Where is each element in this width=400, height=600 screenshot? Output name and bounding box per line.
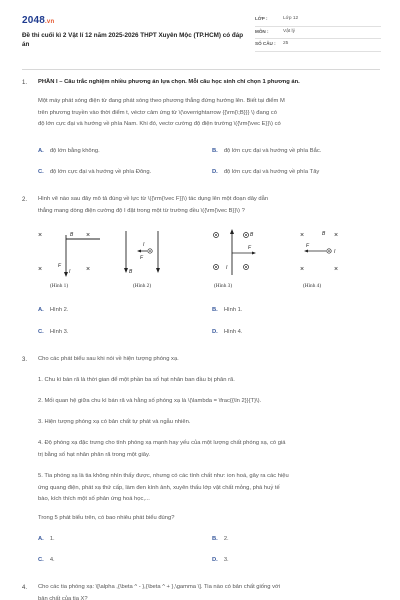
cross-symbol: ×	[300, 266, 305, 273]
cross-symbol: ×	[300, 232, 305, 239]
question-stem-line: Một máy phát sóng điện từ đang phát sóng theo phương thẳng đứng hướng lên. Biết tại điểm M	[38, 98, 285, 104]
question-number: 2.	[22, 197, 28, 203]
answer-option-b[interactable]	[212, 307, 243, 313]
cross-symbol: ×	[38, 232, 43, 239]
current-dot-center	[149, 250, 151, 252]
part-heading: PHẦN I – Câu trắc nghiệm nhiều phương án lựa chọn. Mỗi câu học sinh chỉ chọn 1 phương án.	[38, 79, 300, 85]
label-b: B	[70, 232, 74, 238]
question-stem-line: thẳng mang dòng điện cường độ I đặt trong một từ trường đều \({\rm{\vec B}}\) ?	[38, 207, 245, 214]
field-dot-center	[215, 234, 217, 236]
field-dot-center	[215, 266, 217, 268]
option-label: A.	[38, 536, 44, 542]
logo-main: 2048	[22, 15, 46, 26]
label-b: B	[129, 269, 133, 275]
label-f: F	[306, 243, 310, 249]
figure-2-diagram	[120, 229, 170, 279]
cross-symbol: ×	[86, 232, 91, 239]
option-label: B.	[212, 536, 218, 542]
header-divider	[22, 69, 380, 70]
statement-item: 2. Mối quan hệ giữa chu kì bán rã và hằng số phóng xạ là \(\lambda = \frac{{\ln 2}}{T}\).	[38, 398, 262, 404]
option-label: B.	[212, 307, 218, 313]
answer-option-d[interactable]	[212, 557, 229, 563]
field-dot-center	[245, 266, 247, 268]
question-prompt: Trong 5 phát biểu trên, có bao nhiêu phát biểu đúng?	[38, 515, 175, 521]
option-text: 3.	[223, 557, 229, 563]
option-text: độ lớn cực đại và hướng về phía Tây	[223, 169, 320, 175]
option-text: độ lớn bằng không.	[49, 148, 100, 154]
question-stem: Cho các phát biểu sau khi nói về hiện tượng phóng xạ.	[38, 356, 179, 362]
answer-option-b[interactable]	[212, 536, 229, 542]
figure-2	[120, 229, 170, 279]
question-stem-line: Hình vẽ nào sau đây mô tả đúng về lực từ \({\rm{\vec F}}\) tác dụng lên một đoạn dây dẫn	[38, 196, 269, 202]
cross-symbol: ×	[334, 266, 339, 273]
question-stem-line: Cho các tia phóng xạ: \[\alpha ,{\beta ^ - },{\beta ^ + },\gamma \]. Tia nào có bản chất giống với	[38, 584, 281, 590]
label-f: F	[248, 245, 252, 251]
statement-item: 4. Độ phóng xạ đặc trưng cho tính phóng xạ mạnh hay yếu của một lượng chất phóng xạ, có giá	[38, 440, 286, 446]
statement-item: 3. Hiện tượng phóng xạ có bản chất tự phát và ngẫu nhiên.	[38, 419, 191, 425]
figure-1-diagram	[38, 229, 100, 279]
answer-option-c[interactable]	[38, 557, 55, 563]
arrow-head	[304, 250, 308, 253]
arrow-head	[124, 268, 128, 273]
option-label: C.	[38, 169, 44, 175]
statement-item: trị bằng số hạt nhân phân rã trong một giây.	[38, 451, 151, 458]
question-number: 4.	[22, 585, 28, 591]
label-i: I	[226, 265, 228, 271]
arrow-head	[156, 268, 160, 273]
cross-symbol: ×	[334, 232, 339, 239]
label-b: B	[250, 232, 254, 238]
label-i: I	[69, 269, 71, 275]
statement-item: 1. Chu kì bán rã là thời gian để một phần ba số hạt nhân ban đầu bị phân rã.	[38, 377, 235, 383]
label-f: F	[58, 263, 62, 269]
meta-row-class	[255, 14, 381, 27]
option-label: D.	[212, 557, 218, 563]
answer-option-a[interactable]	[38, 307, 69, 313]
figure-caption: (Hình 1)	[50, 283, 69, 289]
figure-3	[212, 229, 264, 279]
question-stem-line: bản chất của tia X?	[38, 595, 88, 600]
answer-option-b[interactable]	[212, 148, 321, 154]
meta-row-subject	[255, 27, 381, 40]
option-text: Hình 4.	[223, 329, 243, 335]
document-header	[0, 0, 400, 66]
arrow-head	[230, 229, 234, 234]
label-i: I	[143, 242, 145, 248]
option-text: Hình 2.	[49, 307, 69, 313]
option-label: C.	[38, 557, 44, 563]
meta-value: 25	[283, 41, 289, 47]
option-label: D.	[212, 169, 218, 175]
question-number: 3.	[22, 357, 28, 363]
answer-option-a[interactable]	[38, 148, 100, 154]
option-text: 1.	[49, 536, 55, 542]
label-f: F	[140, 255, 144, 261]
document-title: Đề thi cuối kì 2 Vật lí 12 năm 2025-2026 THPT Xuyên Mộc (TP.HCM) có đáp án	[22, 32, 244, 49]
figure-caption: (Hình 2)	[133, 283, 152, 289]
current-dot-center	[328, 250, 330, 252]
question-stem-line: độ lớn cực đại và hướng về phía Nam. Khi đó, vectơ cường độ điện trường \({\rm{\vec E}}\) có	[38, 121, 281, 127]
figure-3-diagram	[212, 229, 264, 279]
figure-1	[38, 229, 100, 279]
label-b: B	[322, 231, 326, 237]
logo-suffix: .vn	[45, 19, 55, 25]
option-text: Hình 1.	[223, 307, 243, 313]
answer-option-c[interactable]	[38, 329, 69, 335]
answer-option-c[interactable]	[38, 169, 151, 175]
cross-symbol: ×	[38, 266, 43, 273]
arrow-head	[137, 250, 141, 253]
meta-value: Vật lý	[283, 28, 295, 34]
answer-option-a[interactable]	[38, 536, 55, 542]
meta-value: Lớp 12	[283, 16, 299, 21]
option-text: 4.	[49, 557, 55, 563]
cross-symbol: ×	[86, 266, 91, 273]
option-label: A.	[38, 148, 44, 154]
statement-item: ứng quang điện, phát xạ thứ cấp, làm đen kính ảnh, xuyên thấu lớp vật chất mỏng, phá huỷ tế	[38, 484, 280, 491]
meta-key: LỚP :	[255, 16, 268, 21]
option-label: C.	[38, 329, 44, 335]
statement-item: bào, kích thích một số phản ứng hoá học,...	[38, 496, 150, 502]
question-number: 1.	[22, 80, 28, 86]
meta-table	[255, 14, 381, 52]
option-label: B.	[212, 148, 218, 154]
arrow-head	[252, 252, 256, 255]
site-logo[interactable]	[22, 15, 54, 26]
answer-option-d[interactable]	[212, 169, 319, 175]
statement-item: 5. Tia phóng xạ là tia không nhìn thấy được, nhưng có các tính chất như: ion hoá, gây ra các hiệu	[38, 473, 289, 479]
answer-option-d[interactable]	[212, 329, 243, 335]
option-text: 2.	[223, 536, 229, 542]
question-stem-line: trên phương truyền vào thời điểm t, véctơ cảm ứng từ \(\overrightarrow {{\rm{\;B}}} \) đang có	[38, 109, 277, 116]
option-text: Hình 3.	[49, 329, 69, 335]
figure-caption: (Hình 4)	[303, 283, 322, 289]
option-text: độ lớn cực đại và hướng về phía Bắc.	[223, 148, 322, 154]
figure-4	[300, 229, 352, 279]
figure-4-diagram	[300, 229, 352, 279]
meta-key: SỐ CÂU :	[255, 41, 276, 47]
option-text: độ lớn cực đại và hướng về phía Đông.	[49, 169, 152, 175]
arrow-head	[64, 272, 68, 277]
label-i: I	[334, 249, 336, 255]
field-dot-center	[245, 234, 247, 236]
meta-row-count	[255, 39, 381, 52]
figure-caption: (Hình 3)	[214, 283, 233, 289]
meta-key: MÔN :	[255, 28, 269, 34]
option-label: A.	[38, 307, 44, 313]
option-label: D.	[212, 329, 218, 335]
